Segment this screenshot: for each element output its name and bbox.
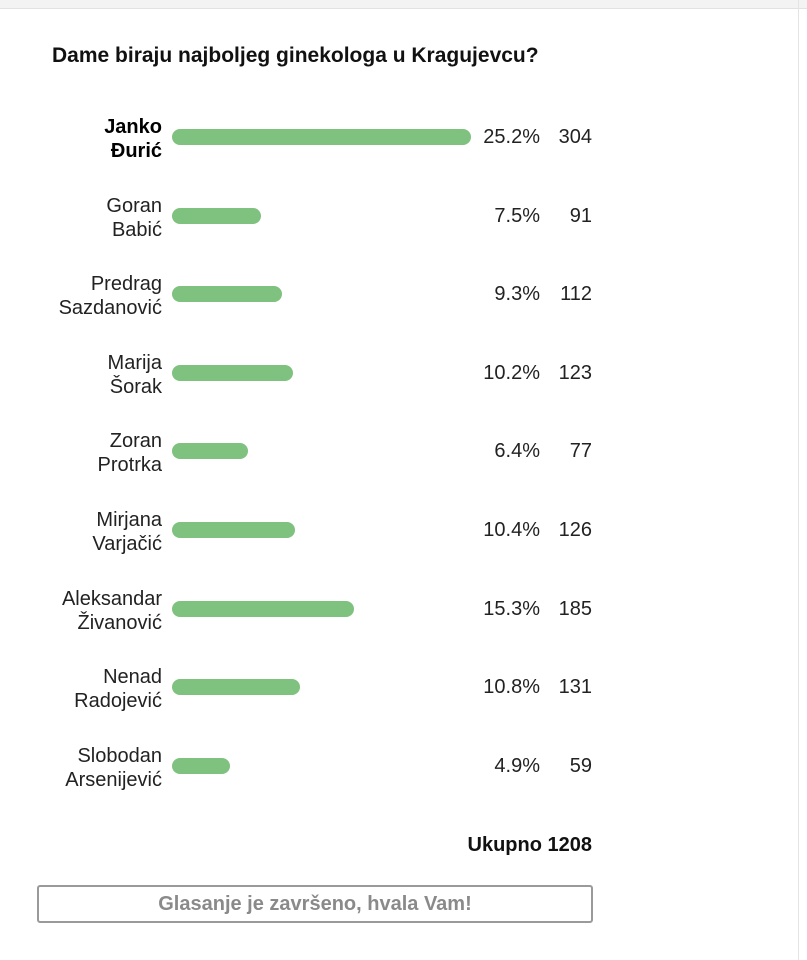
voting-closed-button[interactable]: Glasanje je završeno, hvala Vam! xyxy=(37,885,593,923)
result-bar xyxy=(172,601,354,617)
vote-count: 304 xyxy=(558,126,592,148)
poll-row xyxy=(0,98,807,177)
candidate-name-line2: Živanović xyxy=(77,611,162,634)
candidate-name-line1: Marija xyxy=(107,351,162,374)
vote-count: 91 xyxy=(569,204,592,227)
percent-label: 10.4% xyxy=(483,518,540,541)
poll-row xyxy=(0,648,807,727)
result-bar xyxy=(172,679,300,695)
candidate-name xyxy=(12,429,162,477)
poll-total: Ukupno 1208 xyxy=(467,834,592,856)
vote-count: 123 xyxy=(558,361,592,384)
candidate-name-line2: Varjačić xyxy=(92,532,162,555)
vote-count: 77 xyxy=(569,440,592,463)
vote-count: 112 xyxy=(560,283,592,306)
poll-row xyxy=(0,570,807,649)
result-bar xyxy=(172,208,261,224)
poll-row xyxy=(0,491,807,570)
candidate-name-line2: Sazdanović xyxy=(58,297,162,320)
percent-label: 7.5% xyxy=(494,204,540,227)
percent-label: 9.3% xyxy=(494,283,540,306)
poll-row xyxy=(0,412,807,491)
poll-row xyxy=(0,177,807,256)
candidate-name-line1: Slobodan xyxy=(77,744,162,767)
candidate-name-line2: Arsenijević xyxy=(65,768,162,791)
percent-label: 10.8% xyxy=(483,676,540,699)
candidate-name xyxy=(12,508,162,556)
candidate-name-line1: Mirjana xyxy=(96,508,162,531)
poll-title: Dame biraju najboljeg ginekologa u Kragujevcu? xyxy=(52,44,539,67)
percent-label: 25.2% xyxy=(483,126,540,148)
poll-row xyxy=(0,334,807,413)
top-strip xyxy=(0,0,807,9)
percent-label: 10.2% xyxy=(483,361,540,384)
percent-label: 15.3% xyxy=(483,597,540,620)
result-bar xyxy=(172,522,295,538)
candidate-name-line1: Zoran xyxy=(109,430,162,453)
candidate-name-line1: Janko xyxy=(104,116,162,138)
result-bar xyxy=(172,443,248,459)
result-bar xyxy=(172,758,230,774)
candidate-name-line2: Šorak xyxy=(109,375,162,398)
candidate-name xyxy=(12,587,162,635)
result-bar xyxy=(172,365,293,381)
candidate-name-line2: Radojević xyxy=(74,690,162,713)
candidate-name xyxy=(12,744,162,792)
result-bar xyxy=(172,286,282,302)
poll-results xyxy=(0,98,807,805)
candidate-name xyxy=(12,272,162,320)
result-bar xyxy=(172,129,471,145)
vote-count: 126 xyxy=(558,518,592,541)
candidate-name xyxy=(12,115,162,163)
candidate-name xyxy=(12,194,162,242)
candidate-name-line1: Goran xyxy=(106,194,162,217)
vote-count: 131 xyxy=(558,676,592,699)
candidate-name-line1: Aleksandar xyxy=(61,587,162,610)
candidate-name xyxy=(12,665,162,713)
candidate-name-line2: Protrka xyxy=(97,454,162,477)
poll-row xyxy=(0,255,807,334)
candidate-name-line2: Babić xyxy=(111,218,162,241)
candidate-name-line1: Nenad xyxy=(103,666,162,689)
candidate-name xyxy=(12,351,162,399)
poll-row xyxy=(0,727,807,806)
vote-count: 59 xyxy=(569,754,592,777)
percent-label: 6.4% xyxy=(494,440,540,463)
candidate-name-line1: Predrag xyxy=(90,273,162,296)
vote-count: 185 xyxy=(558,597,592,620)
candidate-name-line2: Đurić xyxy=(110,140,162,162)
percent-label: 4.9% xyxy=(494,754,540,777)
